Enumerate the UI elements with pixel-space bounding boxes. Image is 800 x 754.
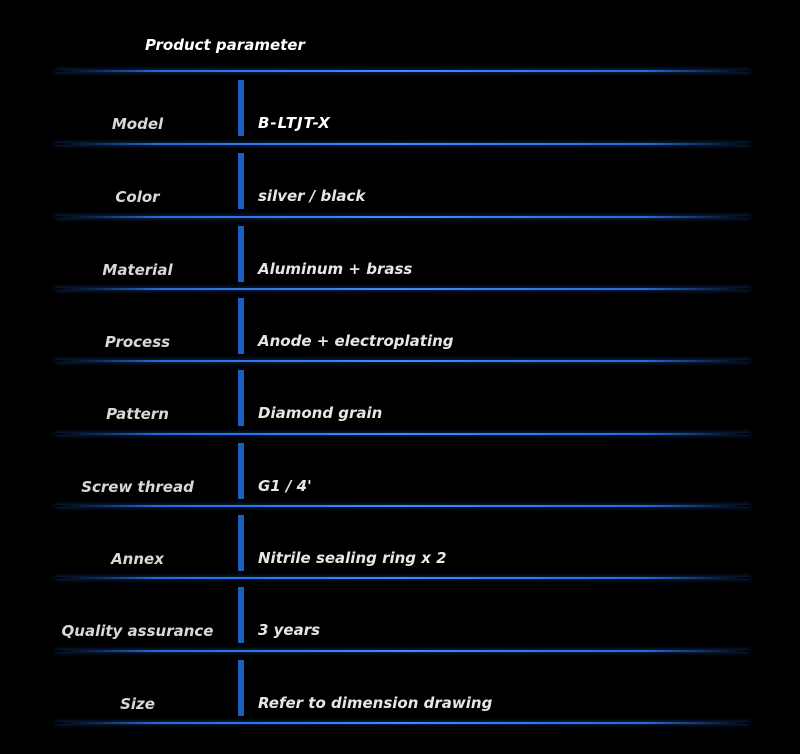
page-title: Product parameter bbox=[145, 36, 305, 54]
param-label: Pattern bbox=[106, 405, 169, 423]
param-label: Process bbox=[104, 333, 171, 351]
param-row-color bbox=[0, 145, 800, 217]
accent-bar bbox=[238, 660, 244, 716]
param-row-pattern bbox=[0, 362, 800, 434]
param-label: Screw thread bbox=[81, 478, 194, 496]
param-value: G1 / 4' bbox=[258, 477, 312, 495]
param-row-quality-assurance bbox=[0, 579, 800, 651]
accent-bar bbox=[238, 80, 244, 136]
param-value: silver / black bbox=[258, 187, 366, 205]
param-row-process bbox=[0, 290, 800, 362]
param-row-model bbox=[0, 72, 800, 144]
param-value: Refer to dimension drawing bbox=[258, 694, 493, 712]
accent-bar bbox=[238, 298, 244, 354]
accent-bar bbox=[238, 153, 244, 209]
accent-bar bbox=[238, 515, 244, 571]
param-value: Diamond grain bbox=[258, 404, 383, 422]
param-value: 3 years bbox=[258, 621, 321, 639]
param-value: Anode + electroplating bbox=[258, 332, 454, 350]
param-label: Quality assurance bbox=[61, 622, 214, 640]
param-row-annex bbox=[0, 507, 800, 579]
accent-bar bbox=[238, 370, 244, 426]
accent-bar bbox=[238, 443, 244, 499]
param-row-size bbox=[0, 652, 800, 724]
accent-bar bbox=[238, 587, 244, 643]
param-label: Size bbox=[120, 695, 155, 713]
param-value: Aluminum + brass bbox=[258, 260, 413, 278]
param-row-material bbox=[0, 218, 800, 290]
param-label: Material bbox=[102, 261, 173, 279]
param-label: Model bbox=[111, 115, 164, 133]
param-row-screw-thread bbox=[0, 435, 800, 507]
accent-bar bbox=[238, 226, 244, 282]
divider bbox=[55, 722, 750, 724]
param-label: Annex bbox=[111, 550, 164, 568]
param-label: Color bbox=[115, 188, 160, 206]
param-value: B-LTJT-X bbox=[258, 114, 331, 132]
param-value: Nitrile sealing ring x 2 bbox=[258, 549, 447, 567]
